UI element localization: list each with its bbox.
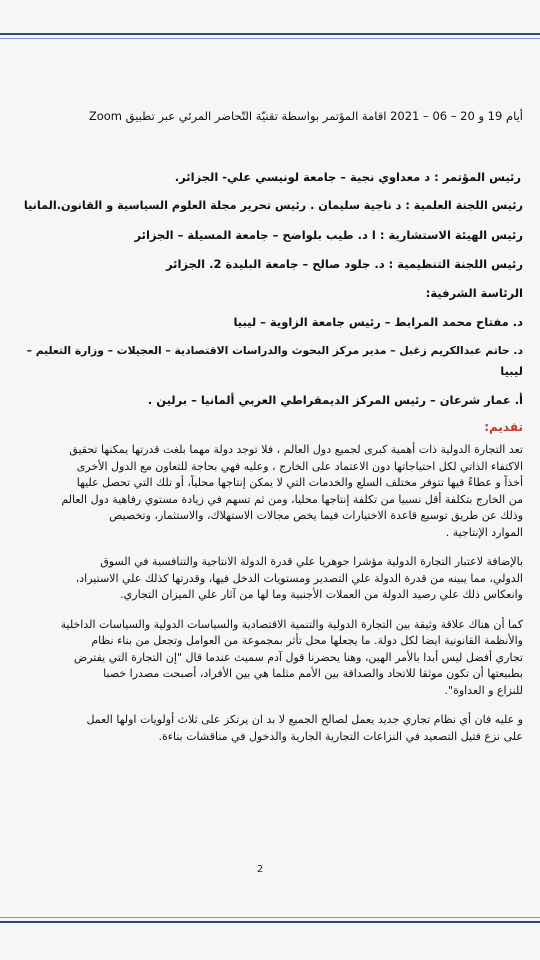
paragraph-line: كما أن هناك علاقة وثيقة بين التجارة الدولية والتنمية الاقتصادية والسياسات الدولية والسياسات الداخلية — [60, 617, 523, 631]
paragraph-line: الموارد الإنتاجية . — [445, 525, 523, 539]
paragraph-line: الدولي، مما يبينه من قدرة الدولة علي التصدير ومستويات الدخل فيها، وقدرتها كذلك علي الاستيراد، — [75, 571, 523, 585]
honorary-member-1: د. مفتاح محمد المرابط – رئيس جامعة الزاوية – ليبيا — [233, 315, 523, 329]
paragraph-line: بالإضافة لاعتبار التجارة الدولية مؤشرا جوهريا علي قدرة الدولة الانتاجية والتنافسية في السوق — [100, 555, 523, 568]
paragraph-line: والأنظمة القانونية ايضا لكل دولة. ما يجعلها محل تأثر بمجموعة من العوامل وتجعل من بناء نظام — [91, 634, 523, 647]
document-body — [16, 108, 523, 745]
paragraph-4 — [16, 712, 523, 745]
honorary-presidency-heading: الرئاسة الشرفية: — [425, 286, 523, 300]
honorary-member-3: أ. عمار شرعان – رئيس المركز الديمقراطي العربي ألمانيا – برلين . — [147, 393, 523, 407]
paragraph-3 — [16, 617, 523, 700]
paragraph-2 — [16, 554, 523, 604]
paragraph-line: الاكتفاء الذاتي لكل احتياجاتها دون الاعتماد على الخارج ، وعليه فهي بحاجة للتعاون مع الدول الأخرى — [76, 459, 523, 473]
paragraph-line: وانعكاس ذلك علي رصيد الدولة من العملات الأجنبية وما لها من آثار علي الميزان التجاري. — [120, 588, 523, 601]
paragraph-line: على نزع فتيل التصعيد في النزاعات التجارية الجارية والدخول في مناقشات بناءة. — [158, 729, 523, 743]
intro-heading: تقديم: — [484, 420, 523, 434]
honorary-member-2-cont: ليبيا — [500, 364, 523, 378]
bottom-border-thin — [0, 917, 540, 918]
paragraph-line: أخذاً و عطاءً فيها تتوفر مختلف السلع والخدمات التي لا يمكن إنتاجها محلياً، أو تلك التي تحصل عليها — [76, 476, 523, 489]
page-number: 2 — [256, 864, 264, 875]
paragraph-1 — [16, 442, 523, 541]
paragraph-line: بطبيعتها أن تكون موثقا للاتحاد والصداقة بين الأمم مثلما هي بين الأفراد، أصبحت مصدرا خصبا — [103, 667, 523, 680]
paragraph-line: و عليه فان أي نظام تجاري جديد يعمل لصالح الجميع لا بد ان يرتكز على ثلاث أولويات اولها العمل — [86, 713, 523, 726]
bottom-border-thick — [0, 921, 540, 923]
conference-chair: رئيس المؤتمر : د معداوي نجية – جامعة لونيسي علي- الجزائر. — [174, 170, 521, 184]
organizing-committee-chair: رئيس اللجنة التنظيمية : د. جلود صالح – جامعة البليدة 2. الجزائر — [166, 257, 523, 271]
conference-dates: أيام 19 و 20 – 06 – 2021 اقامة المؤتمر بواسطة تقنيّة التّحاضر المرئي عبر تطبيق Zoom — [88, 109, 523, 123]
paragraph-line: تجاري أفضل ليس أبدا بالأمر الهين، وهنا يحضرنا قول آدم سميث عندما قال "إن التجارة التي يفترض — [73, 650, 523, 664]
paragraph-line: من الخارج بتكلفة أقل نسبيا من تكلفة إنتاجها محليا، ومن ثم تسهم في زيادة مستوي رفاهية دول العالم — [61, 492, 523, 506]
paragraph-line: للنزاع و العداوة". — [444, 683, 523, 697]
top-border-thin — [0, 38, 540, 39]
paragraph-line: وذلك عن طريق توسيع قاعدة الاختيارات فيما يخص مجالات الاستهلاك، والاستثمار، وتخصيص — [109, 509, 523, 522]
paragraph-line: تعد التجارة الدولية ذات أهمية كبرى لجميع دول العالم ، فلا توجد دولة مهما بلغت قدرتها يمكنها تحقيق — [69, 443, 523, 456]
scientific-committee-chair: رئيس اللجنة العلمية : د ناجية سليمان . رئيس تحرير مجلة العلوم السياسية و القانون.المانيا — [23, 199, 523, 212]
advisory-board-chair: رئيس الهيئة الاستشارية : ا د. طيب بلواضح – جامعة المسيلة – الجزائر — [134, 228, 523, 242]
honorary-member-2: د. حاتم عبدالكريم زغبل – مدير مركز البحوث والدراسات الاقتصادية – العجيلات – وزارة التعليم – — [26, 344, 523, 357]
top-border-thick — [0, 33, 540, 35]
